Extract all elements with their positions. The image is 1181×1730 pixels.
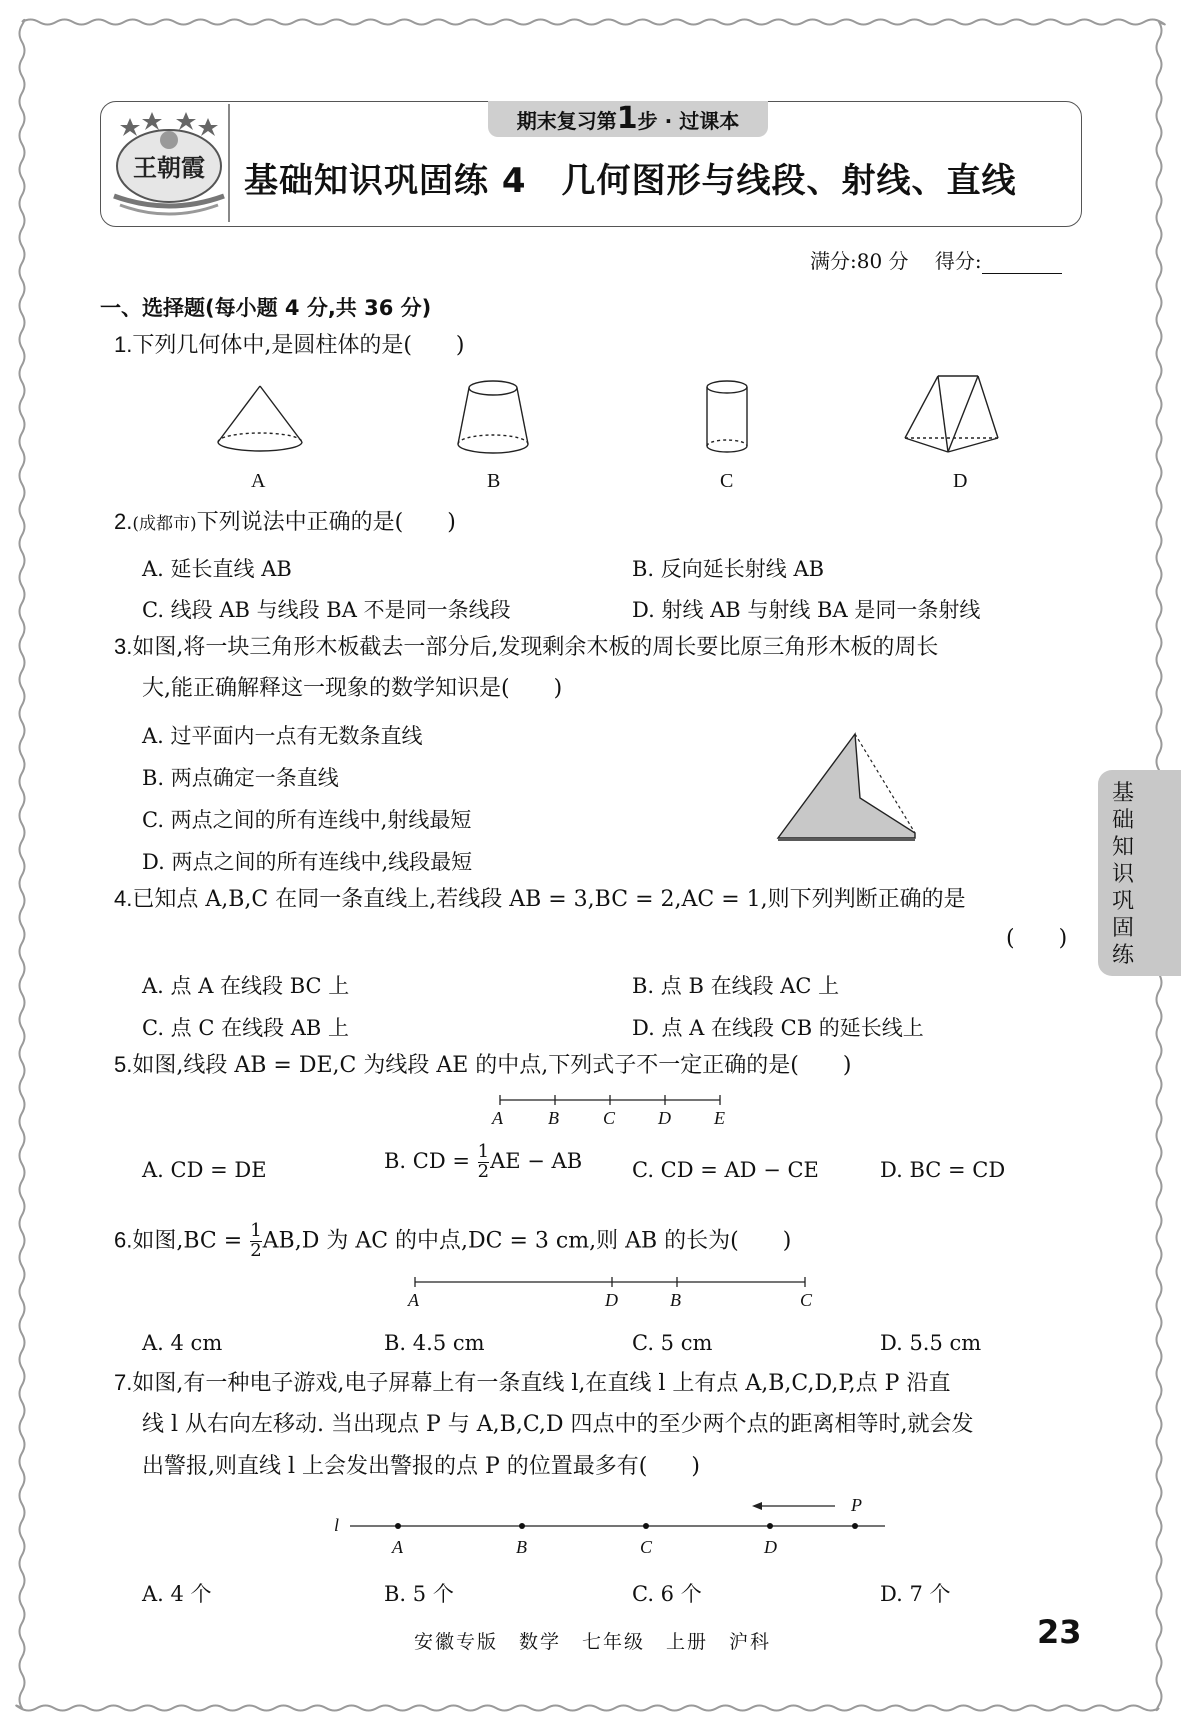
question-6: 6.如图,BC = $\frac{1}{2}$ AB,D 为 AC 的中点,DC = 3 cm,则 AB 的长为( ) (114, 1220, 792, 1261)
score-line: 满分:80 分 得分: (810, 245, 1062, 274)
q7-option-d[interactable]: D. 7 个 (880, 1582, 951, 1606)
q7-point-d: D (764, 1537, 777, 1557)
q4-answer-paren: ( ) (1006, 926, 1068, 951)
q5-point-c: C (603, 1108, 616, 1128)
q6-point-b: B (670, 1290, 681, 1310)
page-title: 基础知识巩固练 4 几何图形与线段、射线、直线 (244, 161, 1017, 201)
q6-option-c[interactable]: C. 5 cm (632, 1331, 713, 1355)
side-tab-label: 基础知识巩固练 (1111, 781, 1134, 968)
q4-option-b[interactable]: B. 点 B 在线段 AC 上 (632, 974, 840, 998)
question-7-line2: 线 l 从右向左移动. 当出现点 P 与 A,B,C,D 四点中的至少两个点的距离相等时,就会发 (142, 1412, 974, 1437)
publisher-logo (110, 108, 228, 218)
step-banner: 期末复习第1步 · 过课本 (488, 101, 768, 137)
question-5: 5.如图,线段 AB = DE,C 为线段 AE 的中点,下列式子不一定正确的是( ) (114, 1052, 852, 1078)
frustum-shape (458, 381, 528, 453)
q4-option-d[interactable]: D. 点 A 在线段 CB 的延长线上 (632, 1016, 924, 1040)
section-title: 一、选择题(每小题 4 分,共 36 分) (100, 296, 432, 320)
q1-label-c: C (720, 470, 734, 492)
fraction-one-half: $\frac{1}{2}$ (250, 1220, 262, 1261)
q5-point-e: E (714, 1108, 725, 1128)
q1-label-b: B (487, 470, 501, 492)
q7-point-a: A (392, 1537, 403, 1557)
q4-option-a[interactable]: A. 点 A 在线段 BC 上 (142, 974, 350, 998)
q5-option-b[interactable]: B. CD = $\frac{1}{2}$ AE − AB (384, 1141, 583, 1182)
q5-option-d[interactable]: D. BC = CD (880, 1158, 1006, 1182)
q2-option-d[interactable]: D. 射线 AB 与射线 BA 是同一条射线 (632, 598, 981, 622)
q7-line-figure (350, 1498, 890, 1558)
q7-line-label: l (334, 1515, 340, 1535)
q6-point-d: D (605, 1290, 618, 1310)
logo-text: 王朝霞 (133, 153, 205, 182)
q1-label-d: D (953, 470, 968, 492)
question-7: 7.如图,有一种电子游戏,电子屏幕上有一条直线 l,在直线 l 上有点 A,B,C,D,P,点 P 沿直 (114, 1370, 951, 1396)
q5-point-d: D (658, 1108, 671, 1128)
q5-point-b: B (548, 1108, 559, 1128)
q5-option-a[interactable]: A. CD = DE (142, 1158, 267, 1182)
pyramid-shape (905, 376, 998, 452)
footer-text: 安徽专版 数学 七年级 上册 沪科 (414, 1631, 772, 1653)
q7-point-b: B (516, 1537, 527, 1557)
arrow-left-icon (752, 1502, 835, 1510)
cylinder-shape (707, 381, 747, 452)
question-3: 3.如图,将一块三角形木板截去一部分后,发现剩余木板的周长要比原三角形木板的周长 (114, 634, 939, 660)
q3-option-d[interactable]: D. 两点之间的所有连线中,线段最短 (142, 850, 473, 874)
q4-option-c[interactable]: C. 点 C 在线段 AB 上 (142, 1016, 350, 1040)
question-4: 4.已知点 A,B,C 在同一条直线上,若线段 AB = 3,BC = 2,AC = 1,则下列判断正确的是 (114, 886, 966, 912)
q6-option-b[interactable]: B. 4.5 cm (384, 1331, 485, 1355)
question-2: 2.(成都市)下列说法中正确的是( ) (114, 509, 456, 535)
q1-solids-figure (200, 372, 1020, 472)
q5-option-c[interactable]: C. CD = AD − CE (632, 1158, 819, 1182)
header-divider (228, 104, 230, 222)
page-number: 23 (1037, 1613, 1082, 1651)
question-3-line2: 大,能正确解释这一现象的数学知识是( ) (142, 676, 563, 701)
fraction-one-half: $\frac{1}{2}$ (477, 1141, 490, 1182)
q2-option-a[interactable]: A. 延长直线 AB (142, 557, 292, 581)
q7-option-c[interactable]: C. 6 个 (632, 1582, 702, 1606)
q5-point-a: A (492, 1108, 503, 1128)
q2-option-c[interactable]: C. 线段 AB 与线段 BA 不是同一条线段 (142, 598, 511, 622)
q3-triangle-figure (775, 728, 920, 843)
q6-option-a[interactable]: A. 4 cm (142, 1331, 223, 1355)
q3-option-c[interactable]: C. 两点之间的所有连线中,射线最短 (142, 808, 472, 832)
score-blank[interactable] (982, 255, 1062, 274)
q3-option-a[interactable]: A. 过平面内一点有无数条直线 (142, 724, 423, 748)
q6-point-c: C (800, 1290, 813, 1310)
q7-option-b[interactable]: B. 5 个 (384, 1582, 454, 1606)
cone-shape (218, 386, 302, 451)
q7-option-a[interactable]: A. 4 个 (142, 1582, 212, 1606)
q7-point-c: C (640, 1537, 653, 1557)
q2-option-b[interactable]: B. 反向延长射线 AB (632, 557, 825, 581)
question-7-line3: 出警报,则直线 l 上会发出警报的点 P 的位置最多有( ) (142, 1454, 700, 1479)
q7-point-p: P (851, 1495, 862, 1515)
question-1: 1.下列几何体中,是圆柱体的是( ) (114, 332, 465, 358)
q6-option-d[interactable]: D. 5.5 cm (880, 1331, 982, 1355)
q6-point-a: A (408, 1290, 419, 1310)
q3-option-b[interactable]: B. 两点确定一条直线 (142, 766, 339, 790)
q1-label-a: A (251, 470, 266, 492)
